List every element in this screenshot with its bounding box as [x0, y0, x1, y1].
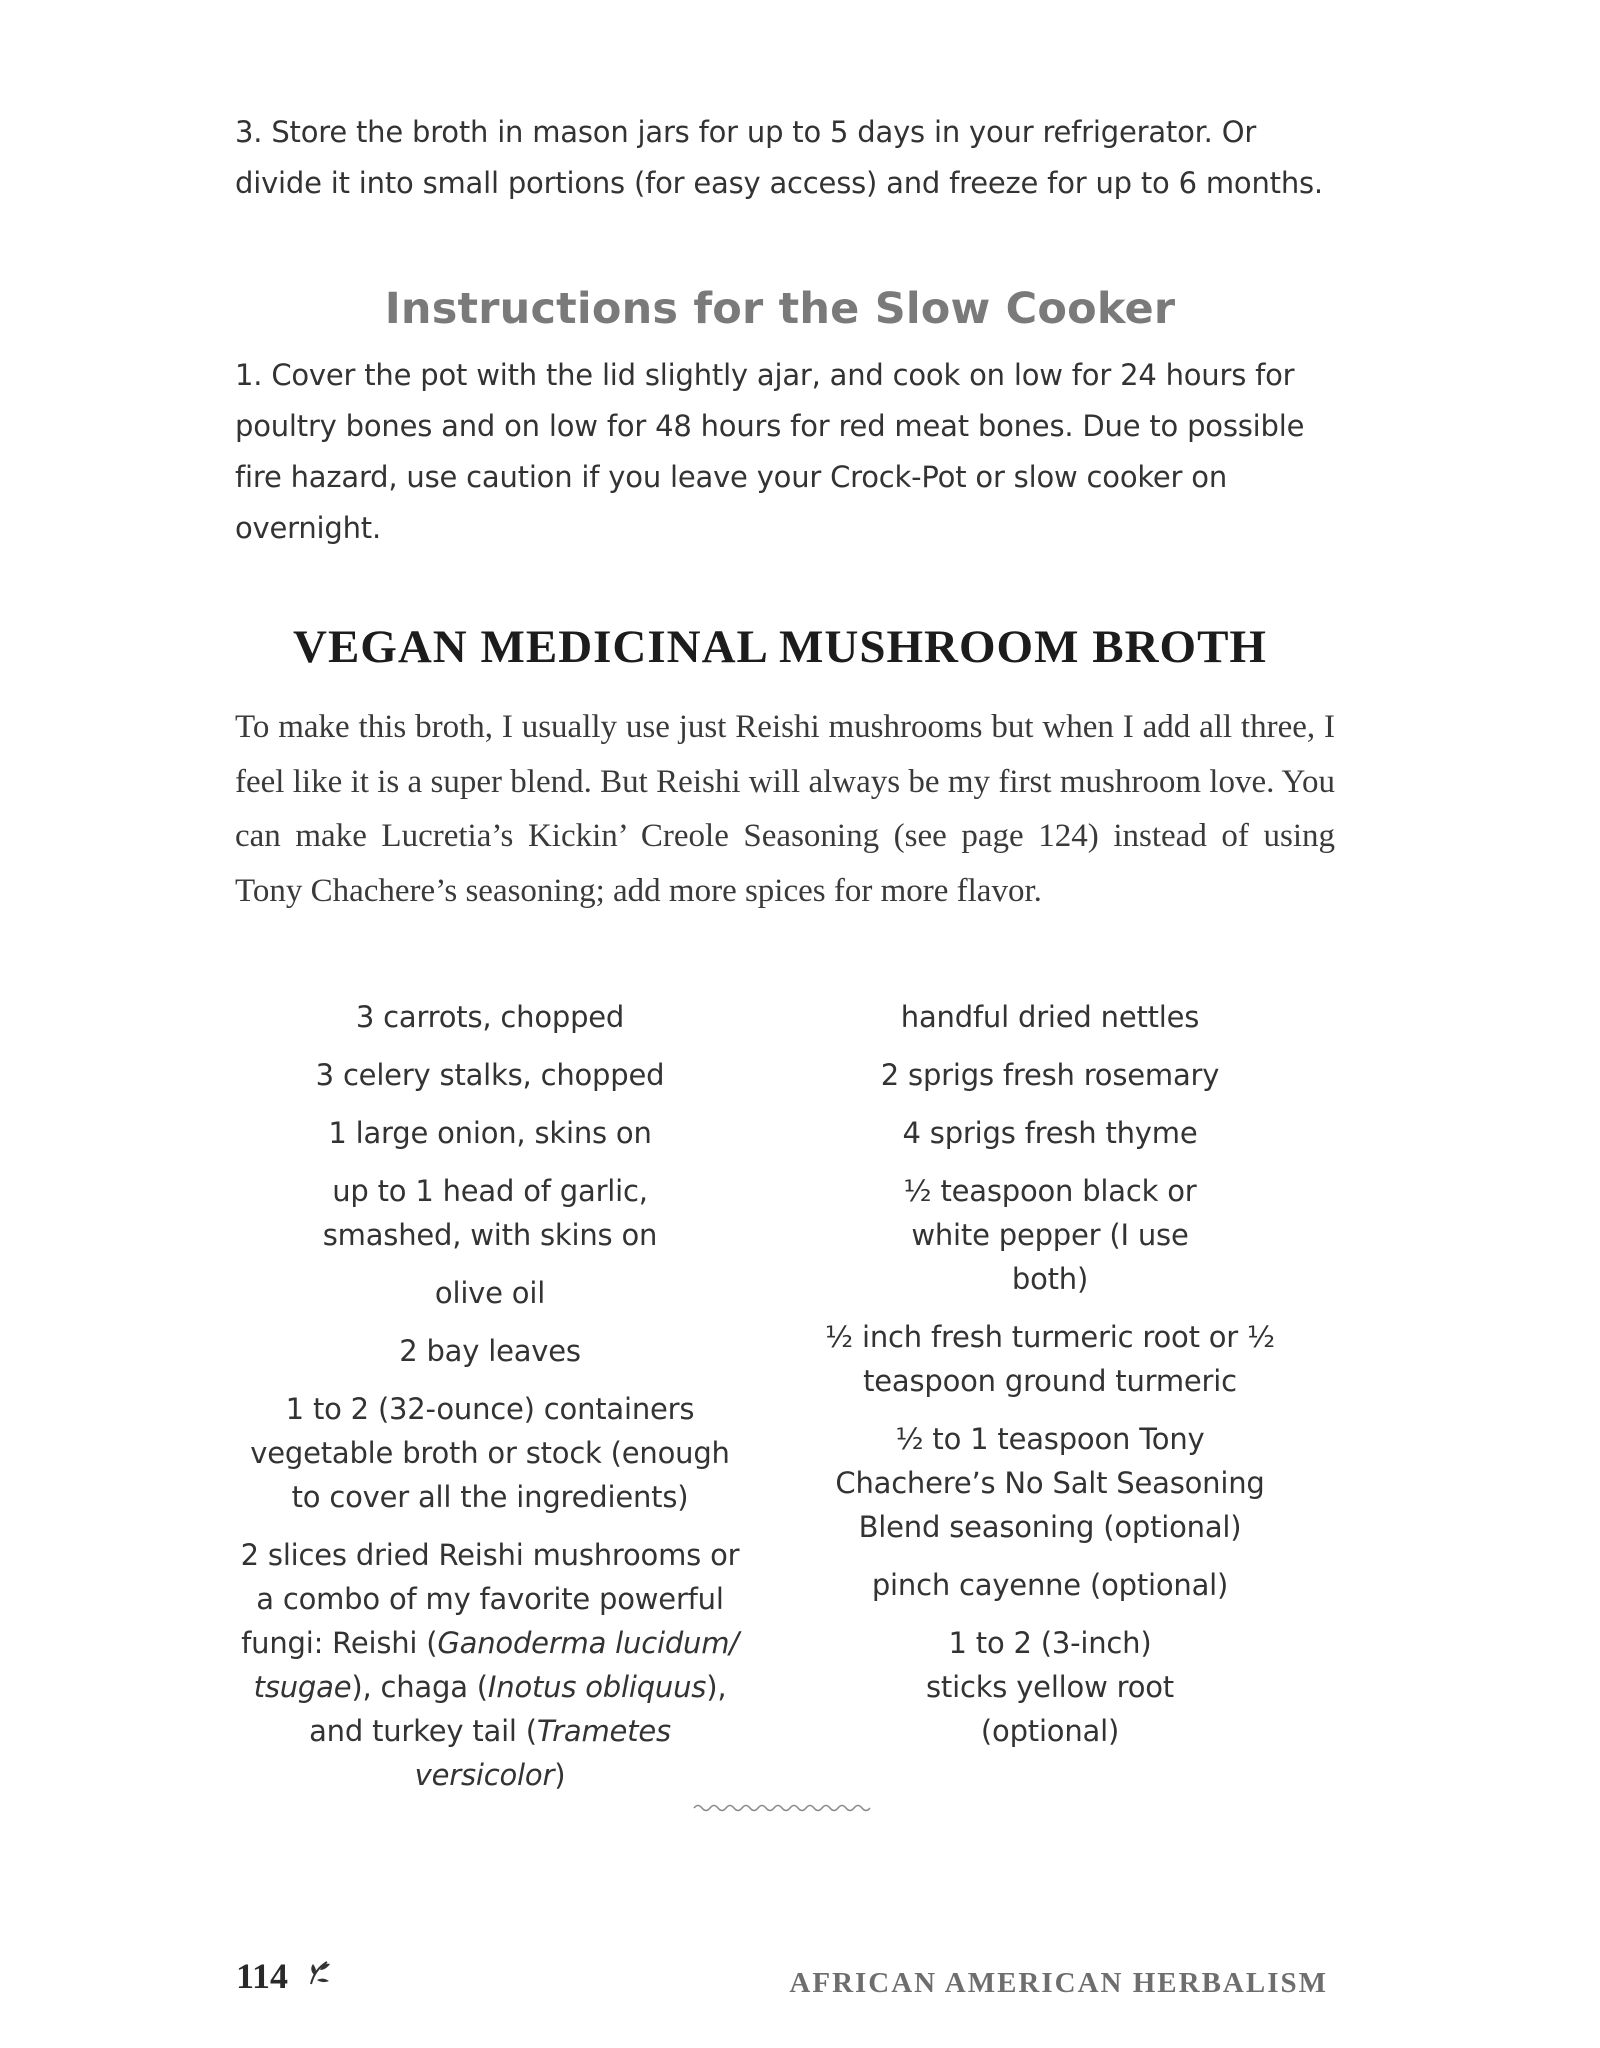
step-number: 3. [235, 115, 263, 149]
book-title-running-footer: AFRICAN AMERICAN HERBALISM [789, 1967, 1328, 1999]
step-number: 1. [235, 358, 263, 392]
slow-cooker-heading: Instructions for the Slow Cooker [384, 284, 1176, 334]
wave-divider-ornament [692, 1800, 872, 1816]
ingredient-item: 2 sprigs fresh rosemary [880, 1058, 1220, 1092]
fungi-text: ), chaga ( [351, 1670, 488, 1704]
latin-name: Ganoderma lucidum/ tsugae [253, 1626, 739, 1704]
ingredient-item-fungi [230, 1533, 750, 1797]
ingredient-item: 4 sprigs fresh thyme [902, 1116, 1198, 1150]
ingredient-item: olive oil [434, 1276, 546, 1310]
ingredient-item: up to 1 head of garlic, smashed, with skins on [322, 1174, 658, 1252]
ingredients-left-column [230, 995, 750, 1811]
page-number: 114 [236, 1956, 289, 1996]
recipe-intro: To make this broth, I usually use just Reishi mushrooms but when I add all three, I feel like it is a super blend. But Reishi will always be my first mushroom love. You can make Lucretia’s Kickin’ Creole Seasoning (see page 124) instead of using Tony Chachere’s seasoning; add more spices for more flavor. [235, 709, 1335, 909]
latin-name: Inotus obliquus [487, 1670, 707, 1704]
step-3-paragraph [235, 107, 1325, 209]
fungi-text: 2 slices dried Reishi mushrooms or a combo of my favorite powerful fungi: Reishi ( [240, 1538, 740, 1660]
ingredient-item: pinch cayenne (optional) [871, 1568, 1229, 1602]
ingredient-item: 3 celery stalks, chopped [315, 1058, 665, 1092]
ingredient-item: ½ inch fresh turmeric root or ½ teaspoon ground turmeric [825, 1320, 1275, 1398]
fungi-text: ) [554, 1758, 566, 1792]
slow-cooker-step-1 [235, 350, 1325, 554]
ingredients-right-column [790, 995, 1310, 1767]
ingredient-item: ½ to 1 teaspoon Tony Chachere’s No Salt Seasoning Blend seasoning (optional) [835, 1422, 1265, 1544]
ingredient-item: 2 bay leaves [399, 1334, 581, 1368]
latin-name: Trametes versicolor [414, 1714, 671, 1792]
ingredient-item: ½ teaspoon black or white pepper (I use both) [903, 1174, 1197, 1296]
ingredient-item: 1 to 2 (3-inch) sticks yellow root (optional) [926, 1626, 1174, 1748]
ingredient-item: 1 to 2 (32-ounce) containers vegetable broth or stock (enough to cover all the ingredients) [250, 1392, 730, 1514]
ingredient-item: 3 carrots, chopped [355, 1000, 625, 1034]
recipe-title: VEGAN MEDICINAL MUSHROOM BROTH [293, 621, 1267, 673]
fungi-text: ), and turkey tail ( [309, 1670, 727, 1748]
herb-leaf-icon [305, 1958, 335, 1988]
step-text: Cover the pot with the lid slightly ajar, and cook on low for 24 hours for poultry bones and on low for 48 hours for red meat bones. Due to possible fire hazard, use caution if you leave your Crock-Pot or slow cooker on overnight. [235, 358, 1305, 545]
ingredient-item: handful dried nettles [900, 1000, 1200, 1034]
ingredient-item: 1 large onion, skins on [328, 1116, 652, 1150]
step-text: Store the broth in mason jars for up to 5 days in your refrigerator. Or divide it into small portions (for easy access) and freeze for up to 6 months. [235, 115, 1323, 200]
